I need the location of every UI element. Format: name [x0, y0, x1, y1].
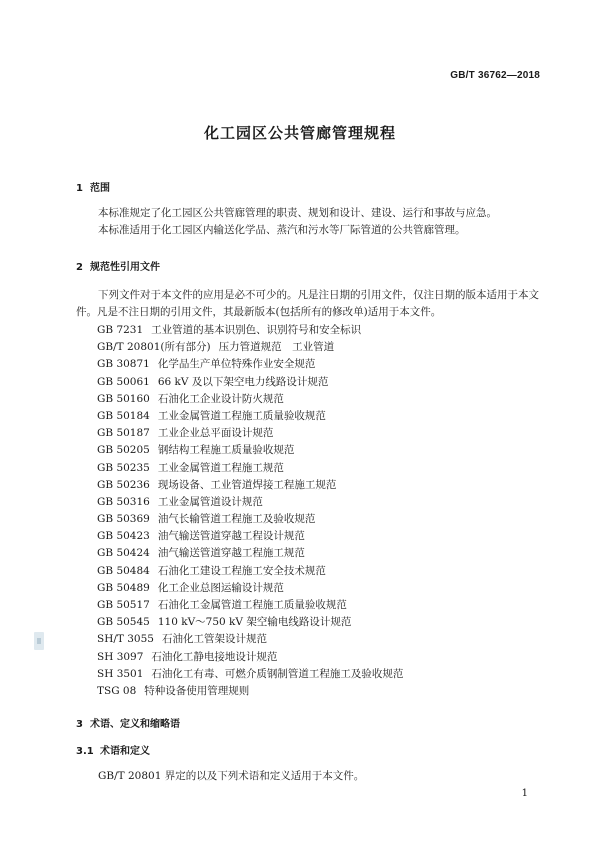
reference-name: 石油化工企业设计防火规范	[157, 392, 284, 405]
reference-code: GB 50235	[97, 461, 150, 474]
section-title: 术语、定义和缩略语	[90, 719, 180, 730]
reference-item	[97, 649, 403, 666]
reference-item	[97, 614, 403, 631]
reference-code: SH/T 3055	[97, 633, 154, 646]
reference-code: GB 50517	[97, 599, 150, 611]
section-3-heading	[76, 715, 180, 730]
reference-name: 110 kV～750 kV 架空输电线路设计规范	[157, 616, 352, 629]
reference-code: GB 50545	[97, 616, 150, 629]
section-title: 规范性引用文件	[90, 262, 160, 273]
document-title: 化工园区公共管廊管理规程	[203, 124, 396, 142]
standard-code: GB/T 36762—2018	[450, 70, 540, 81]
reference-name: 压力管道规范 工业管道	[218, 341, 335, 354]
section-number: 1	[76, 183, 83, 194]
reference-code: SH 3097	[97, 650, 144, 663]
reference-item	[97, 631, 403, 648]
reference-name: 工业金属管道工程施工质量验收规范	[157, 409, 326, 422]
subsection-3-1-heading	[76, 742, 150, 757]
reference-code: GB 50316	[97, 495, 150, 508]
reference-code: GB 50205	[97, 444, 150, 457]
scan-mark	[34, 632, 44, 650]
reference-name: 石油化工建设工程施工安全技术规范	[157, 564, 326, 577]
reference-code: GB 50160	[97, 392, 150, 405]
section-1-heading	[76, 179, 110, 194]
reference-code: GB 7231	[97, 324, 144, 336]
reference-item	[97, 391, 403, 408]
section-number: 2	[76, 262, 83, 273]
section-2-heading	[76, 258, 160, 273]
terms-paragraph: GB/T 20801 界定的以及下列术语和定义适用于本文件。	[98, 770, 365, 782]
reference-code: GB 50369	[97, 513, 150, 526]
subsection-number: 3.1	[76, 746, 94, 757]
reference-name: 石油化工管架设计规范	[161, 633, 267, 646]
reference-item	[97, 494, 403, 511]
reference-name: 工业金属管道工程施工规范	[157, 461, 284, 474]
reference-code: GB 50424	[97, 547, 150, 560]
reference-code: GB 50187	[97, 427, 150, 440]
reference-item	[97, 683, 403, 700]
reference-item	[97, 666, 403, 683]
reference-code: GB 50423	[97, 530, 150, 543]
reference-name: 工业企业总平面设计规范	[157, 427, 274, 440]
reference-item	[97, 563, 403, 580]
reference-name: 化学品生产单位特殊作业安全规范	[157, 358, 316, 371]
scope-paragraph-2: 本标准适用于化工园区内输送化学品、蒸汽和污水等厂际管道的公共管廊管理。	[98, 224, 466, 236]
reference-item	[97, 477, 403, 494]
section-number: 3	[76, 719, 83, 730]
subsection-title: 术语和定义	[100, 746, 150, 757]
reference-code: TSG 08	[97, 684, 137, 697]
reference-item	[97, 425, 403, 442]
reference-name: 工业管道的基本识别色、识别符号和安全标识	[151, 324, 362, 336]
reference-name: 钢结构工程施工质量验收规范	[157, 444, 295, 457]
reference-code: GB/T 20801(所有部分)	[97, 341, 211, 354]
reference-name: 66 kV 及以下架空电力线路设计规范	[157, 375, 329, 388]
reference-item	[97, 322, 403, 339]
reference-name: 油气输送管道穿越工程设计规范	[157, 530, 305, 543]
reference-name: 油气长输管道工程施工及验收规范	[157, 513, 316, 526]
reference-code: GB 50489	[97, 581, 150, 594]
reference-code: GB 50061	[97, 375, 150, 388]
reference-name: 油气输送管道穿越工程施工规范	[157, 547, 305, 560]
references-intro: 下列文件对于本文件的应用是必不可少的。凡是注日期的引用文件，仅注日期的版本适用于本文件。凡是不注日期的引用文件，其最新版本(包括所有的修改单)适用于本文件。	[76, 289, 539, 318]
reference-item	[97, 442, 403, 459]
reference-code: GB 50236	[97, 478, 150, 491]
reference-item	[97, 545, 403, 562]
reference-item	[97, 597, 403, 614]
reference-code: GB 30871	[97, 358, 150, 371]
reference-item	[97, 408, 403, 425]
reference-code: GB 50184	[97, 409, 150, 422]
reference-list	[97, 322, 403, 700]
reference-item	[97, 374, 403, 391]
reference-name: 石油化工金属管道工程施工质量验收规范	[157, 599, 347, 611]
reference-item	[97, 460, 403, 477]
page-number: 1	[521, 788, 528, 799]
reference-name: 化工企业总图运输设计规范	[157, 581, 284, 594]
reference-name: 石油化工有毒、可燃介质钢制管道工程施工及验收规范	[151, 667, 404, 680]
reference-code: SH 3501	[97, 667, 144, 680]
reference-item	[97, 528, 403, 545]
reference-name: 石油化工静电接地设计规范	[151, 650, 278, 663]
scope-paragraph-1: 本标准规定了化工园区公共管廊管理的职责、规划和设计、建设、运行和事故与应急。	[98, 207, 497, 219]
reference-item	[97, 356, 403, 373]
reference-item	[97, 511, 403, 528]
reference-item	[97, 339, 403, 356]
reference-name: 特种设备使用管理规则	[144, 684, 250, 697]
reference-code: GB 50484	[97, 564, 150, 577]
reference-item	[97, 580, 403, 597]
reference-name: 现场设备、工业管道焊接工程施工规范	[157, 478, 337, 491]
reference-name: 工业金属管道设计规范	[157, 495, 263, 508]
section-title: 范围	[90, 183, 110, 194]
